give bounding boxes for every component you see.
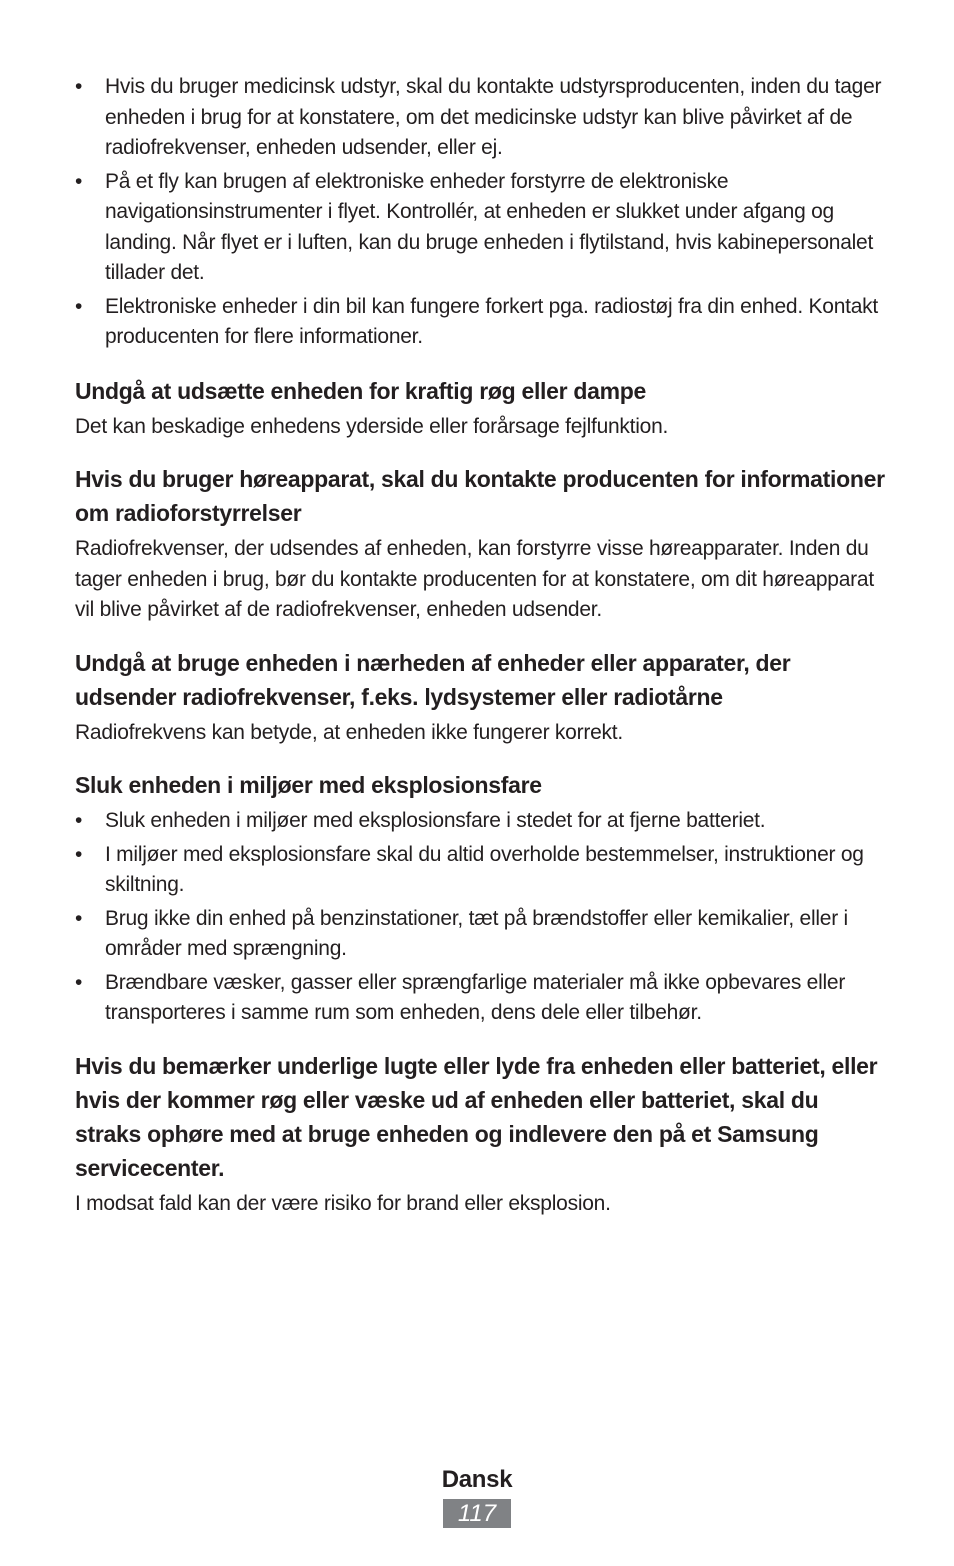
language-label: Dansk <box>441 1466 513 1493</box>
list-item <box>75 167 885 289</box>
list-item <box>75 806 885 837</box>
section-body: Radiofrekvenser, der udsendes af enheden, kan forstyrre visse høreapparater. Inden du tager enheden i brug, bør du kontakte producenten for at konstatere, om dit høreapparat vil blive påvirket af de radiofrekvenser, enheden udsender. <box>75 537 874 621</box>
section-smoke <box>75 374 885 443</box>
intro-bullet-list <box>75 72 885 353</box>
list-item-text: I miljøer med eksplosionsfare skal du altid overholde bestemmelser, instruktioner og skiltning. <box>105 842 864 896</box>
list-item <box>75 292 885 353</box>
section-explosive-environment <box>75 768 885 1029</box>
list-item-text: Brændbare væsker, gasser eller sprængfarlige materialer må ikke opbevares eller transporteres i samme rum som enheden, dens dele eller tilbehør. <box>105 970 846 1024</box>
section-strange-smell <box>75 1049 885 1220</box>
section-body: Radiofrekvens kan betyde, at enheden ikke fungerer korrekt. <box>75 720 623 744</box>
list-item-text: Elektroniske enheder i din bil kan fungere forkert pga. radiostøj fra din enhed. Kontakt producenten for flere informationer. <box>105 294 878 348</box>
section-hearing-aid <box>75 462 885 626</box>
list-item <box>75 840 885 901</box>
section-heading: Hvis du bruger høreapparat, skal du kontakte producenten for informationer om radioforstyrrelser <box>75 466 885 526</box>
section-body: Det kan beskadige enhedens yderside eller forårsage fejlfunktion. <box>75 414 669 438</box>
section-radio-devices <box>75 646 885 749</box>
list-item-text: På et fly kan brugen af elektroniske enheder forstyrre de elektroniske navigationsinstrumenter i flyet. Kontrollér, at enheden er slukket under afgang og landing. Når flyet er i luften, kan du bruge enheden i flytilstand, hvis kabinepersonalet tillader det. <box>105 169 874 284</box>
list-item <box>75 968 885 1029</box>
section-heading: Sluk enheden i miljøer med eksplosionsfare <box>75 772 542 798</box>
list-item <box>75 72 885 164</box>
bullet-icon: • <box>75 906 83 930</box>
page-number: 117 <box>443 1499 511 1528</box>
explosion-bullet-list <box>75 806 885 1029</box>
bullet-icon: • <box>75 970 83 994</box>
section-heading: Hvis du bemærker underlige lugte eller lyde fra enheden eller batteriet, eller hvis der kommer røg eller væske ud af enheden eller batteriet, skal du straks ophøre med at bruge enheden og indlevere den på et Samsung servicecenter. <box>75 1052 878 1181</box>
section-body: I modsat fald kan der være risiko for brand eller eksplosion. <box>75 1191 611 1215</box>
list-item-text: Sluk enheden i miljøer med eksplosionsfare i stedet for at fjerne batteriet. <box>105 809 766 832</box>
page-footer <box>0 1463 954 1528</box>
list-item <box>75 904 885 965</box>
section-heading: Undgå at bruge enheden i nærheden af enheder eller apparater, der udsender radiofrekvenser, f.eks. lydsystemer eller radiotårne <box>75 649 791 710</box>
section-heading: Undgå at udsætte enheden for kraftig røg eller dampe <box>75 377 646 404</box>
bullet-icon: • <box>75 842 83 866</box>
bullet-icon: • <box>75 75 83 98</box>
page-content <box>75 72 885 1219</box>
bullet-icon: • <box>75 169 83 193</box>
bullet-icon: • <box>75 809 83 832</box>
bullet-icon: • <box>75 294 83 318</box>
list-item-text: Brug ikke din enhed på benzinstationer, tæt på brændstoffer eller kemikalier, eller i områder med sprængning. <box>105 906 848 960</box>
list-item-text: Hvis du bruger medicinsk udstyr, skal du kontakte udstyrsproducenten, inden du tager enheden i brug for at konstatere, om det medicinske udstyr kan blive påvirket af de radiofrekvenser, enheden udsender, eller ej. <box>105 75 882 159</box>
